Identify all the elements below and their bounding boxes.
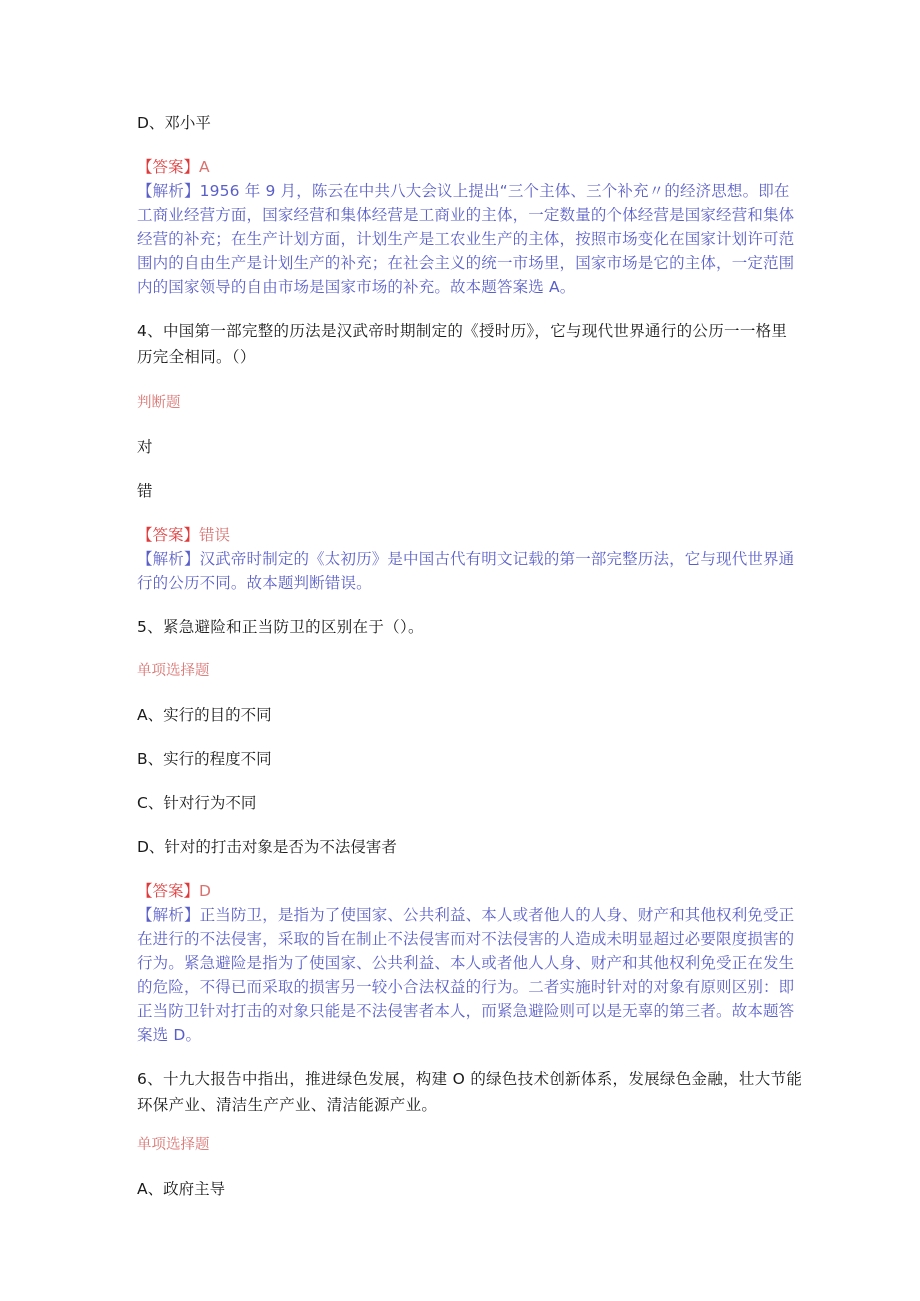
- q3-explanation-line: 围内的自由生产是计划生产的补充；在社会主义的统一市场里，国家市场是它的主体，一定范围: [137, 254, 795, 272]
- answer-value: A: [199, 158, 210, 176]
- answer-tag: 【答案】: [137, 882, 200, 900]
- q6-stem: 6、十九大报告中指出，推进绿色发展，构建 O 的绿色技术创新体系，发展绿色金融，壮大节能: [137, 1070, 803, 1088]
- q4-answer: [137, 525, 230, 545]
- q3-explanation-line: 工商业经营方面，国家经营和集体经营是工商业的主体，一定数量的个体经营是国家经营和集体: [137, 206, 795, 224]
- q5-explanation-line: 的危险，不得已而采取的损害另一较小合法权益的行为。二者实施时针对的对象有原则区别：即: [137, 978, 795, 996]
- q5-explanation-line: 行为。紧急避险是指为了使国家、公共利益、本人或者他人人身、财产和其他权利免受正在发生: [137, 954, 795, 972]
- q5-option-b[interactable]: B、实行的程度不同: [137, 750, 272, 768]
- q3-explanation-line: [137, 181, 790, 201]
- q4-explanation-line: [137, 549, 794, 569]
- q3-explanation-line: 经营的补充；在生产计划方面，计划生产是工农业生产的主体，按照市场变化在国家计划许可范: [137, 230, 795, 248]
- answer-tag: 【答案】: [137, 526, 200, 544]
- q5-explanation-line: 在进行的不法侵害，采取的旨在制止不法侵害而对不法侵害的人造成未明显超过必要限度损害的: [137, 930, 795, 948]
- q6-stem: 环保产业、清洁生产产业、清洁能源产业。: [137, 1096, 438, 1114]
- q5-explanation-line: 正当防卫针对打击的对象只能是不法侵害者本人，而紧急避险则可以是无辜的第三者。故本题答: [137, 1002, 795, 1020]
- answer-tag: 【答案】: [137, 158, 200, 176]
- answer-value: D: [199, 882, 211, 900]
- q6-type: 单项选择题: [137, 1137, 210, 1153]
- q4-option-true[interactable]: 对: [137, 438, 153, 456]
- explanation-text: 正当防卫，是指为了使国家、公共利益、本人或者他人的人身、财产和其他权利免受正: [199, 906, 795, 924]
- q4-option-false[interactable]: 错: [137, 482, 153, 500]
- q4-stem: 历完全相同。（）: [137, 348, 256, 366]
- q5-answer: [137, 881, 211, 901]
- q3-option-d: D、邓小平: [137, 114, 211, 132]
- q5-option-a[interactable]: A、实行的目的不同: [137, 706, 272, 724]
- explanation-tag: 【解析】: [137, 906, 200, 924]
- q6-option-a[interactable]: A、政府主导: [137, 1180, 226, 1198]
- explanation-tag: 【解析】: [137, 550, 200, 568]
- q5-explanation-line: 案选 D。: [137, 1026, 202, 1044]
- q5-explanation-line: [137, 905, 794, 925]
- q4-explanation-line: 行的公历不同。故本题判断错误。: [137, 574, 372, 592]
- answer-value: 错误: [199, 526, 231, 544]
- q5-option-c[interactable]: C、针对行为不同: [137, 794, 257, 812]
- q5-stem: 5、紧急避险和正当防卫的区别在于（）。: [137, 618, 424, 636]
- q5-type: 单项选择题: [137, 663, 210, 679]
- q3-answer: [137, 157, 210, 177]
- explanation-tag: 【解析】: [137, 182, 200, 200]
- q4-stem: 4、中国第一部完整的历法是汉武帝时期制定的《授时历》，它与现代世界通行的公历一一格里: [137, 322, 788, 340]
- q4-type: 判断题: [137, 395, 181, 411]
- q3-explanation-line: 内的国家领导的自由市场是国家市场的补充。故本题答案选 A。: [137, 278, 576, 296]
- explanation-text: 汉武帝时制定的《太初历》是中国古代有明文记载的第一部完整历法，它与现代世界通: [199, 550, 795, 568]
- explanation-text: 1956 年 9 月，陈云在中共八大会议上提出“三个主体、三个补充〃的经济思想。即在: [199, 182, 790, 200]
- q5-option-d[interactable]: D、针对的打击对象是否为不法侵害者: [137, 838, 397, 856]
